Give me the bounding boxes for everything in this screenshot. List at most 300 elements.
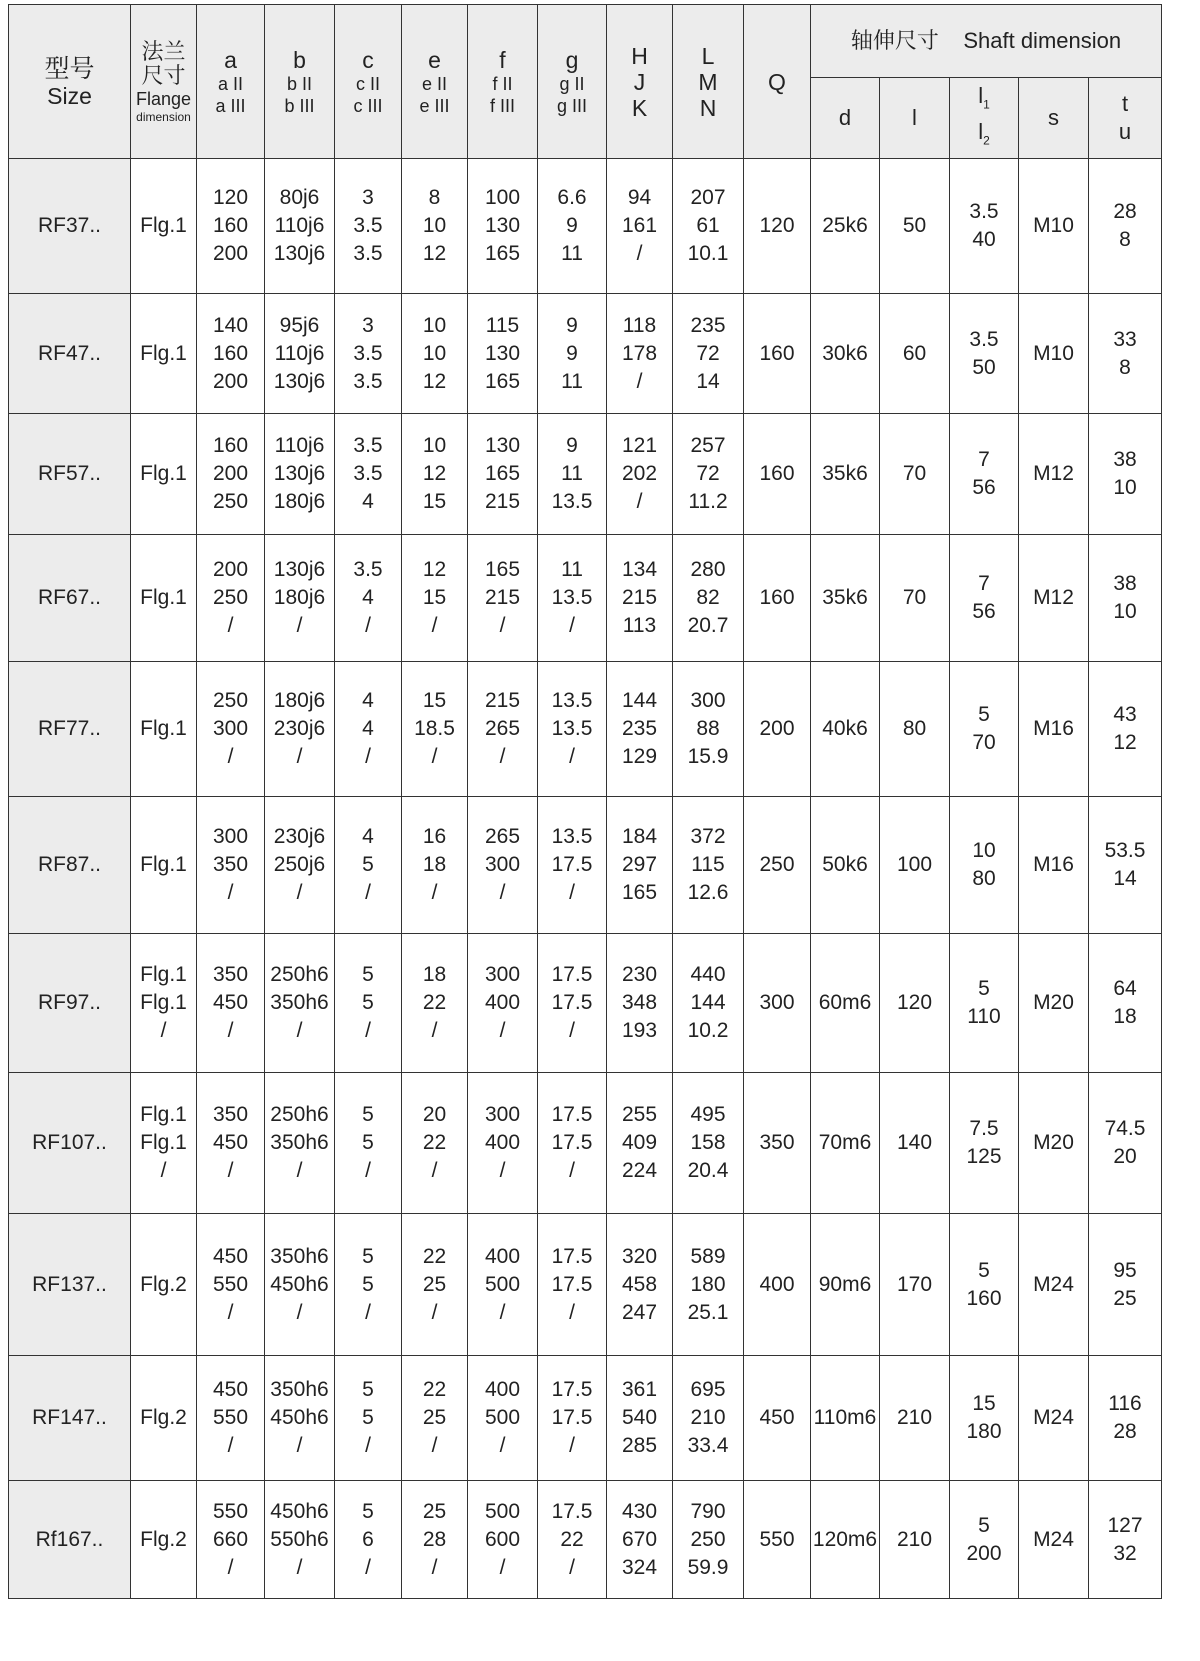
header-a-3: a III: [215, 95, 246, 116]
f-value: 600: [484, 1527, 521, 1551]
cell-tu: [1089, 159, 1162, 294]
b-value: 250h6: [270, 963, 329, 986]
cell-l12: [950, 1481, 1019, 1599]
g-value: /: [569, 745, 575, 768]
g-value: /: [569, 1434, 575, 1457]
tu-value: 14: [1113, 867, 1137, 890]
a-value: /: [227, 614, 234, 637]
cell-lmn: [673, 1073, 744, 1214]
header-h: H: [631, 42, 648, 69]
header-d: [811, 78, 880, 159]
cell-q: [744, 1073, 811, 1214]
cell-b: [265, 1214, 335, 1356]
e-value: 12: [422, 369, 447, 393]
b-value: 110j6: [274, 434, 325, 457]
header-flange-dimension: dimension: [136, 109, 191, 124]
f-value: 215: [484, 689, 521, 712]
l12-value: 110: [967, 1005, 1001, 1028]
size-value: RF47..: [37, 341, 102, 365]
b-value: 80j6: [279, 186, 320, 209]
g-value: 13.5: [551, 586, 593, 609]
e-value: 10: [422, 313, 447, 337]
tu-value: 25: [1113, 1286, 1137, 1310]
c-value: 4: [362, 586, 374, 609]
header-size-cn: 型号: [44, 54, 95, 83]
cell-tu: [1089, 797, 1162, 934]
g-value: 11: [561, 242, 583, 265]
hjk-value: 134: [621, 558, 658, 581]
header-flange: [131, 5, 197, 159]
tu-value: 20: [1113, 1145, 1137, 1168]
b-value: 350h6: [270, 1378, 329, 1401]
g-value: /: [569, 614, 575, 637]
d-value: 60m6: [818, 991, 872, 1014]
hjk-value: 94: [627, 186, 652, 209]
tu-value: 38: [1113, 448, 1137, 471]
e-value: /: [431, 1555, 438, 1579]
a-value: 250: [212, 490, 249, 513]
cell-c: [335, 159, 402, 294]
header-g-3: g III: [556, 95, 587, 116]
lmn-value: 11.2: [688, 490, 728, 513]
header-f-3: f III: [489, 95, 515, 116]
lmn-value: 790: [690, 1499, 726, 1523]
s-value: M24: [1033, 1272, 1074, 1296]
g-value: /: [569, 1159, 575, 1182]
g-value: 13.5: [551, 490, 593, 513]
flange-value: Flg.2: [140, 1527, 187, 1551]
tu-value: 28: [1113, 200, 1137, 223]
l12-value: 7: [978, 448, 990, 471]
f-value: 130: [484, 214, 521, 237]
header-l2: [950, 118, 1018, 154]
f-value: 130: [484, 434, 521, 457]
cell-e: [402, 535, 468, 662]
lmn-value: 72: [696, 341, 720, 365]
cell-d: [811, 294, 880, 414]
l-value: 140: [896, 1131, 933, 1154]
flange-value: Flg.1: [140, 462, 187, 485]
f-value: /: [499, 881, 506, 904]
c-value: 4: [362, 490, 374, 513]
tu-value: 8: [1119, 355, 1131, 379]
f-value: 500: [484, 1499, 521, 1523]
l12-value: 3.5: [969, 200, 999, 223]
cell-l12: [950, 159, 1019, 294]
e-value: 12: [422, 242, 447, 265]
cell-flange: [131, 159, 197, 294]
hjk-value: 430: [621, 1499, 658, 1523]
lmn-value: 59.9: [687, 1555, 729, 1579]
table-body: [9, 159, 1162, 1599]
cell-size: [9, 797, 131, 934]
a-value: /: [227, 745, 234, 768]
flange-value: Flg.2: [140, 1272, 187, 1296]
cell-tu: [1089, 294, 1162, 414]
l-value: 120: [896, 991, 933, 1014]
s-value: M24: [1033, 1406, 1074, 1429]
cell-hjk: [607, 1356, 673, 1481]
cell-a: [197, 1214, 265, 1356]
s-value: M12: [1033, 586, 1074, 609]
cell-l: [880, 797, 950, 934]
hjk-value: 178: [621, 341, 658, 365]
tu-value: 64: [1113, 977, 1137, 1000]
q-value: 160: [759, 341, 795, 365]
c-value: 3: [362, 313, 374, 337]
a-value: 140: [212, 313, 249, 337]
a-value: 660: [212, 1527, 249, 1551]
cell-tu: [1089, 662, 1162, 797]
g-value: 17.5: [551, 991, 593, 1014]
lmn-value: 61: [696, 214, 720, 237]
tu-value: 53.5: [1104, 839, 1146, 862]
b-value: 350h6: [270, 1244, 329, 1268]
header-k: K: [631, 94, 648, 121]
g-value: 17.5: [551, 1131, 593, 1154]
lmn-value: 257: [690, 434, 726, 457]
cell-hjk: [607, 535, 673, 662]
cell-tu: [1089, 414, 1162, 535]
flange-value: Flg.1: [140, 717, 187, 740]
b-value: 250h6: [270, 1103, 329, 1126]
a-value: /: [227, 1300, 234, 1324]
size-value: RF137..: [32, 1272, 107, 1296]
tu-value: 32: [1113, 1541, 1137, 1565]
header-c-2: c II: [355, 73, 380, 94]
lmn-value: 72: [696, 462, 720, 485]
size-value: RF77..: [37, 717, 102, 740]
header-g: [538, 5, 607, 159]
c-value: 5: [362, 1272, 374, 1296]
cell-c: [335, 414, 402, 535]
g-value: 6.6: [557, 186, 587, 209]
c-value: /: [365, 1019, 371, 1042]
hjk-value: 129: [621, 745, 658, 768]
cell-a: [197, 797, 265, 934]
a-value: 300: [212, 717, 249, 740]
cell-e: [402, 934, 468, 1073]
l12-value: 180: [966, 1420, 1002, 1443]
g-value: 9: [566, 434, 578, 457]
cell-b: [265, 797, 335, 934]
cell-lmn: [673, 414, 744, 535]
header-u: u: [1118, 119, 1132, 144]
cell-flange: [131, 1214, 197, 1356]
d-value: 30k6: [822, 341, 868, 365]
cell-lmn: [673, 934, 744, 1073]
cell-l12: [950, 294, 1019, 414]
cell-g: [538, 1214, 607, 1356]
cell-flange: [131, 1481, 197, 1599]
e-value: /: [431, 1019, 438, 1042]
f-value: 265: [484, 717, 521, 740]
e-value: 28: [422, 1527, 447, 1551]
a-value: 120: [212, 186, 249, 209]
c-value: 5: [362, 1406, 374, 1429]
hjk-value: /: [636, 369, 643, 393]
cell-hjk: [607, 1214, 673, 1356]
hjk-value: 670: [621, 1527, 658, 1551]
l-value: 100: [896, 853, 933, 876]
header-shaft: [811, 5, 1162, 78]
lmn-value: 33.4: [687, 1434, 729, 1457]
cell-d: [811, 1073, 880, 1214]
g-value: 17.5: [551, 1499, 593, 1523]
cell-l12: [950, 1073, 1019, 1214]
b-value: /: [296, 1300, 303, 1324]
q-value: 350: [759, 1131, 795, 1154]
e-value: 22: [422, 1131, 447, 1154]
q-value: 450: [759, 1406, 795, 1429]
l-value: 210: [896, 1527, 933, 1551]
table-row: [9, 1481, 1162, 1599]
l-value: 70: [902, 586, 927, 609]
c-value: 5: [362, 963, 374, 986]
f-value: 215: [484, 586, 521, 609]
s-value: M24: [1033, 1527, 1074, 1551]
cell-l: [880, 1356, 950, 1481]
hjk-value: /: [636, 242, 643, 265]
cell-lmn: [673, 535, 744, 662]
g-value: /: [569, 1300, 575, 1324]
g-value: 9: [566, 313, 578, 337]
tu-value: 12: [1113, 731, 1137, 754]
cell-s: [1019, 1481, 1089, 1599]
cell-hjk: [607, 662, 673, 797]
c-value: 3.5: [353, 462, 383, 485]
c-value: 3.5: [353, 242, 383, 265]
cell-b: [265, 934, 335, 1073]
dimension-sheet: [8, 4, 1162, 1599]
tu-value: 38: [1113, 572, 1137, 595]
e-value: 18.5: [414, 717, 455, 740]
a-value: 160: [212, 434, 249, 457]
cell-lmn: [673, 1481, 744, 1599]
b-value: 450h6: [270, 1499, 329, 1523]
e-value: 15: [422, 689, 447, 712]
a-value: 200: [212, 369, 249, 393]
header-l1-letter: l: [978, 82, 984, 108]
l12-value: 56: [972, 600, 996, 623]
tu-value: 10: [1113, 600, 1137, 623]
c-value: /: [365, 1555, 371, 1579]
cell-c: [335, 1214, 402, 1356]
cell-l12: [950, 1214, 1019, 1356]
f-value: 165: [484, 369, 521, 393]
g-value: 9: [566, 214, 578, 237]
a-value: 450: [212, 1131, 249, 1154]
cell-b: [265, 414, 335, 535]
d-value: 90m6: [818, 1272, 872, 1296]
hjk-value: 285: [621, 1434, 658, 1457]
q-value: 160: [759, 462, 795, 485]
e-value: /: [431, 1300, 438, 1324]
c-value: /: [365, 881, 371, 904]
cell-c: [335, 535, 402, 662]
l-value: 80: [902, 717, 927, 740]
c-value: 3.5: [353, 558, 383, 581]
a-value: 550: [212, 1272, 249, 1296]
lmn-value: 10.1: [687, 242, 729, 265]
cell-d: [811, 1356, 880, 1481]
cell-b: [265, 535, 335, 662]
cell-hjk: [607, 1073, 673, 1214]
cell-l12: [950, 535, 1019, 662]
e-value: 10: [422, 214, 447, 237]
cell-d: [811, 414, 880, 535]
cell-lmn: [673, 1356, 744, 1481]
lmn-value: 12.6: [687, 881, 729, 904]
header-f-2: f II: [492, 73, 513, 94]
header-f: [468, 5, 538, 159]
lmn-value: 280: [690, 558, 726, 581]
cell-b: [265, 294, 335, 414]
hjk-value: 161: [621, 214, 658, 237]
cell-f: [468, 934, 538, 1073]
c-value: 3.5: [353, 214, 383, 237]
header-g-1: g: [565, 46, 579, 73]
hjk-value: 193: [621, 1019, 658, 1042]
e-value: 22: [422, 1378, 447, 1401]
e-value: /: [431, 614, 438, 637]
hjk-value: 235: [621, 717, 658, 740]
cell-a: [197, 662, 265, 797]
cell-tu: [1089, 934, 1162, 1073]
header-c-1: c: [362, 46, 374, 73]
cell-g: [538, 934, 607, 1073]
cell-c: [335, 1356, 402, 1481]
cell-c: [335, 662, 402, 797]
f-value: 130: [484, 341, 521, 365]
lmn-value: 300: [690, 689, 726, 712]
hjk-value: 255: [621, 1103, 658, 1126]
e-value: 22: [422, 1244, 447, 1268]
cell-g: [538, 159, 607, 294]
g-value: 11: [561, 369, 583, 393]
a-value: 350: [212, 1103, 249, 1126]
cell-d: [811, 934, 880, 1073]
l12-value: 10: [972, 839, 996, 862]
cell-hjk: [607, 1481, 673, 1599]
e-value: 22: [422, 991, 447, 1014]
header-s-label: s: [1048, 105, 1059, 130]
cell-g: [538, 1073, 607, 1214]
e-value: 15: [422, 586, 447, 609]
cell-l: [880, 414, 950, 535]
tu-value: 28: [1113, 1420, 1137, 1443]
lmn-value: 440: [690, 963, 726, 986]
hjk-value: 458: [621, 1272, 658, 1296]
header-l12: [950, 78, 1019, 159]
tu-value: 18: [1113, 1005, 1137, 1028]
g-value: 17.5: [551, 853, 593, 876]
header-b-2: b II: [286, 73, 312, 94]
hjk-value: 113: [622, 614, 657, 637]
b-value: 230j6: [273, 717, 326, 740]
e-value: 10: [422, 341, 447, 365]
header-s: [1019, 78, 1089, 159]
g-value: 9: [566, 341, 578, 365]
cell-s: [1019, 294, 1089, 414]
a-value: 200: [212, 558, 249, 581]
g-value: /: [569, 1019, 575, 1042]
header-a: [197, 5, 265, 159]
q-value: 120: [759, 214, 795, 237]
c-value: 3.5: [353, 434, 383, 457]
tu-value: 43: [1113, 703, 1137, 726]
tu-value: 33: [1113, 327, 1137, 351]
cell-flange: [131, 662, 197, 797]
lmn-value: 372: [690, 825, 726, 848]
cell-a: [197, 1356, 265, 1481]
g-value: /: [569, 1555, 575, 1579]
lmn-value: 115: [691, 853, 725, 876]
hjk-value: 118: [622, 313, 657, 337]
a-value: /: [227, 881, 234, 904]
hjk-value: 348: [621, 991, 658, 1014]
header-e: [402, 5, 468, 159]
cell-g: [538, 1481, 607, 1599]
header-b-3: b III: [284, 95, 315, 116]
cell-size: [9, 1073, 131, 1214]
g-value: 17.5: [551, 1406, 593, 1429]
cell-c: [335, 1073, 402, 1214]
g-value: 13.5: [551, 825, 593, 848]
l12-value: 5: [978, 1513, 990, 1537]
c-value: 5: [362, 991, 374, 1014]
cell-b: [265, 1073, 335, 1214]
c-value: 4: [362, 689, 374, 712]
a-value: 160: [212, 214, 249, 237]
flange-value: Flg.1: [140, 1131, 187, 1154]
g-value: 11: [561, 462, 583, 485]
lmn-value: 14: [696, 369, 720, 393]
cell-e: [402, 159, 468, 294]
f-value: 500: [484, 1406, 521, 1429]
hjk-value: 144: [621, 689, 658, 712]
a-value: 200: [212, 242, 249, 265]
cell-hjk: [607, 797, 673, 934]
d-value: 35k6: [822, 586, 868, 609]
l12-value: 5: [978, 977, 990, 1000]
l12-value: 50: [972, 355, 996, 379]
lmn-value: 88: [696, 717, 720, 740]
c-value: /: [365, 1434, 371, 1457]
l12-value: 125: [966, 1145, 1002, 1168]
c-value: 5: [362, 853, 374, 876]
f-value: 500: [484, 1272, 521, 1296]
cell-f: [468, 1356, 538, 1481]
c-value: 5: [362, 1499, 374, 1523]
table-row: [9, 797, 1162, 934]
cell-size: [9, 159, 131, 294]
cell-q: [744, 294, 811, 414]
f-value: 100: [484, 186, 521, 209]
cell-e: [402, 294, 468, 414]
table-row: [9, 414, 1162, 535]
flange-value: Flg.1: [140, 341, 187, 365]
c-value: 4: [362, 825, 374, 848]
tu-value: 74.5: [1104, 1117, 1146, 1140]
hjk-value: 224: [621, 1159, 658, 1182]
c-value: 5: [362, 1244, 374, 1268]
header-flange-cn: 法兰尺寸: [141, 38, 186, 88]
header-l1-sub: 1: [983, 97, 990, 111]
f-value: 400: [484, 1131, 521, 1154]
f-value: /: [499, 614, 506, 637]
flange-value: Flg.1: [140, 853, 187, 876]
